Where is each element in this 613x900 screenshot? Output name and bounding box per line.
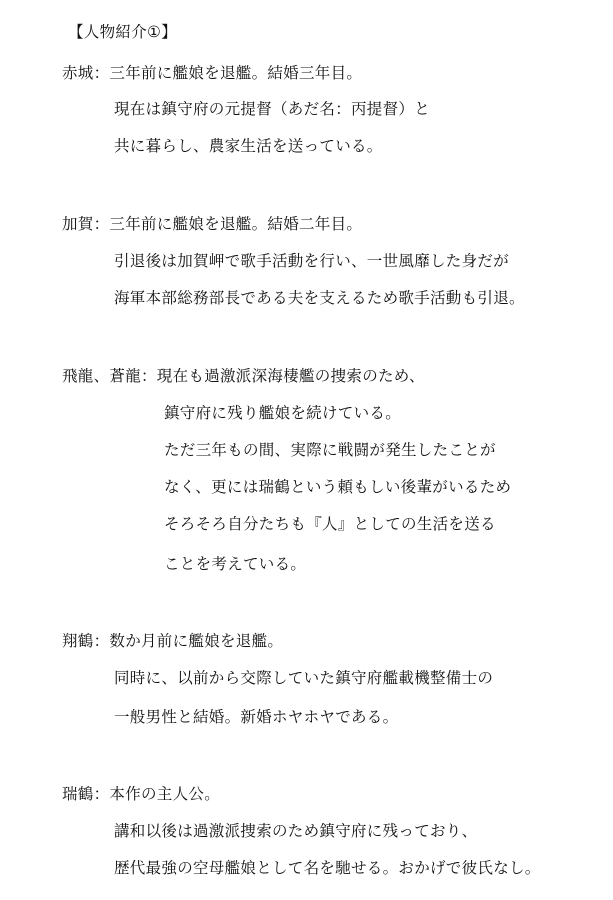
zuikaku-line-2: 講和以後は過激派捜索のため鎮守府に残っており、: [114, 822, 478, 840]
hiryu-soryu-line-1: 飛龍、蒼龍：現在も過激派深海棲艦の捜索のため、: [62, 367, 425, 385]
hiryu-soryu-line-2: 鎮守府に残り艦娘を続けている。: [164, 404, 402, 422]
zuikaku-line-1: 瑞鶴：本作の主人公。: [62, 785, 221, 803]
kaga-line-3: 海軍本部総務部長である夫を支えるため歌手活動も引退。: [114, 289, 525, 307]
shokaku-line-3: 一般男性と結婚。新婚ホヤホヤである。: [114, 708, 399, 726]
document-heading: 【人物紹介①】: [68, 23, 177, 41]
akagi-line-2: 現在は鎮守府の元提督（あだ名：丙提督）と: [114, 100, 431, 118]
zuikaku-line-3: 歴代最強の空母艦娘として名を馳せる。おかげで彼氏なし。: [114, 859, 541, 877]
hiryu-soryu-line-5: そろそろ自分たちも『人』としての生活を送る: [164, 515, 496, 533]
shokaku-line-1: 翔鶴：数か月前に艦娘を退艦。: [62, 632, 284, 650]
kaga-line-1: 加賀：三年前に艦娘を退艦。結婚二年目。: [62, 215, 363, 233]
hiryu-soryu-line-6: ことを考えている。: [164, 555, 307, 573]
akagi-line-1: 赤城：三年前に艦娘を退艦。結婚三年目。: [62, 64, 363, 82]
hiryu-soryu-line-4: なく、更には瑞鶴という頼もしい後輩がいるため: [164, 478, 512, 496]
akagi-line-3: 共に暮らし、農家生活を送っている。: [114, 137, 383, 155]
kaga-line-2: 引退後は加賀岬で歌手活動を行い、一世風靡した身だが: [114, 252, 510, 270]
shokaku-line-2: 同時に、以前から交際していた鎮守府艦載機整備士の: [114, 669, 494, 687]
hiryu-soryu-line-3: ただ三年もの間、実際に戦闘が発生したことが: [164, 441, 496, 459]
